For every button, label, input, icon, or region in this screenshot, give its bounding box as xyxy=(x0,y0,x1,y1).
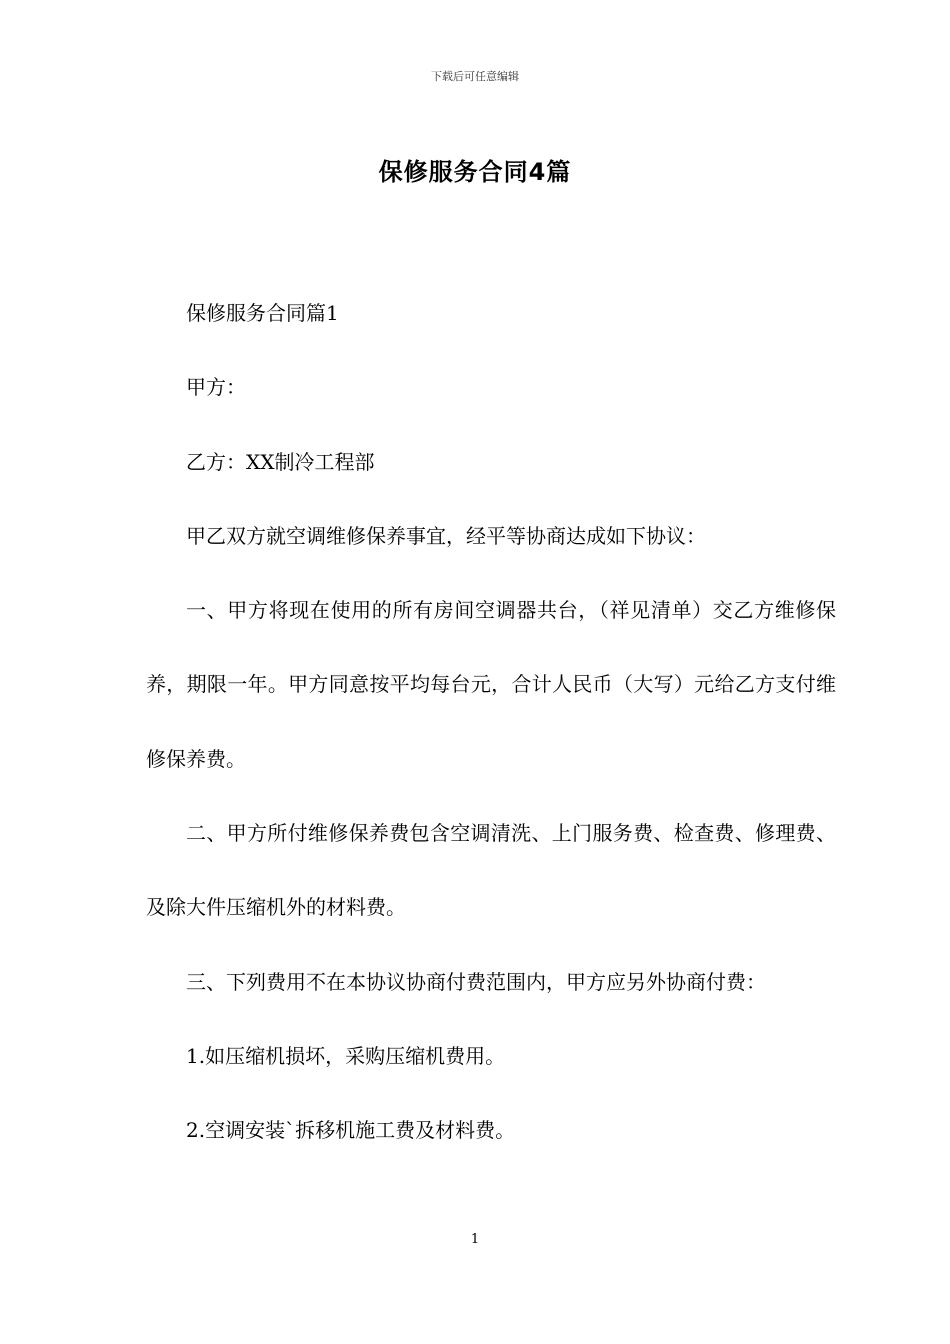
document-body xyxy=(146,276,836,1168)
clause-two: 二、甲方所付维修保养费包含空调清洗、上门服务费、检查费、修理费、及除大件压缩机外的材料费。 xyxy=(146,821,836,920)
intro-paragraph: 甲乙双方就空调维修保养事宜，经平等协商达成如下协议： xyxy=(186,523,706,548)
document-title: 保修服务合同4篇 xyxy=(378,158,572,186)
party-b-line: 乙方：XX制冷工程部 xyxy=(186,449,375,474)
header-note: 下载后可任意编辑 xyxy=(431,70,519,83)
party-a-line: 甲方： xyxy=(186,375,246,400)
clause-one: 一、甲方将现在使用的所有房间空调器共台，（祥见清单）交乙方维修保养，期限一年。甲方同意按平均每台元，合计人民币（大写）元给乙方支付维修保养费。 xyxy=(146,598,836,771)
clause-three-item-1: 1.如压缩机损坏，采购压缩机费用。 xyxy=(186,1043,506,1068)
clause-three-item-2: 2.空调安装`拆移机施工费及材料费。 xyxy=(186,1118,516,1143)
page-number: 1 xyxy=(470,1232,480,1247)
clause-three: 三、下列费用不在本协议协商付费范围内，甲方应另外协商付费： xyxy=(186,969,766,994)
section-heading: 保修服务合同篇1 xyxy=(186,301,339,325)
